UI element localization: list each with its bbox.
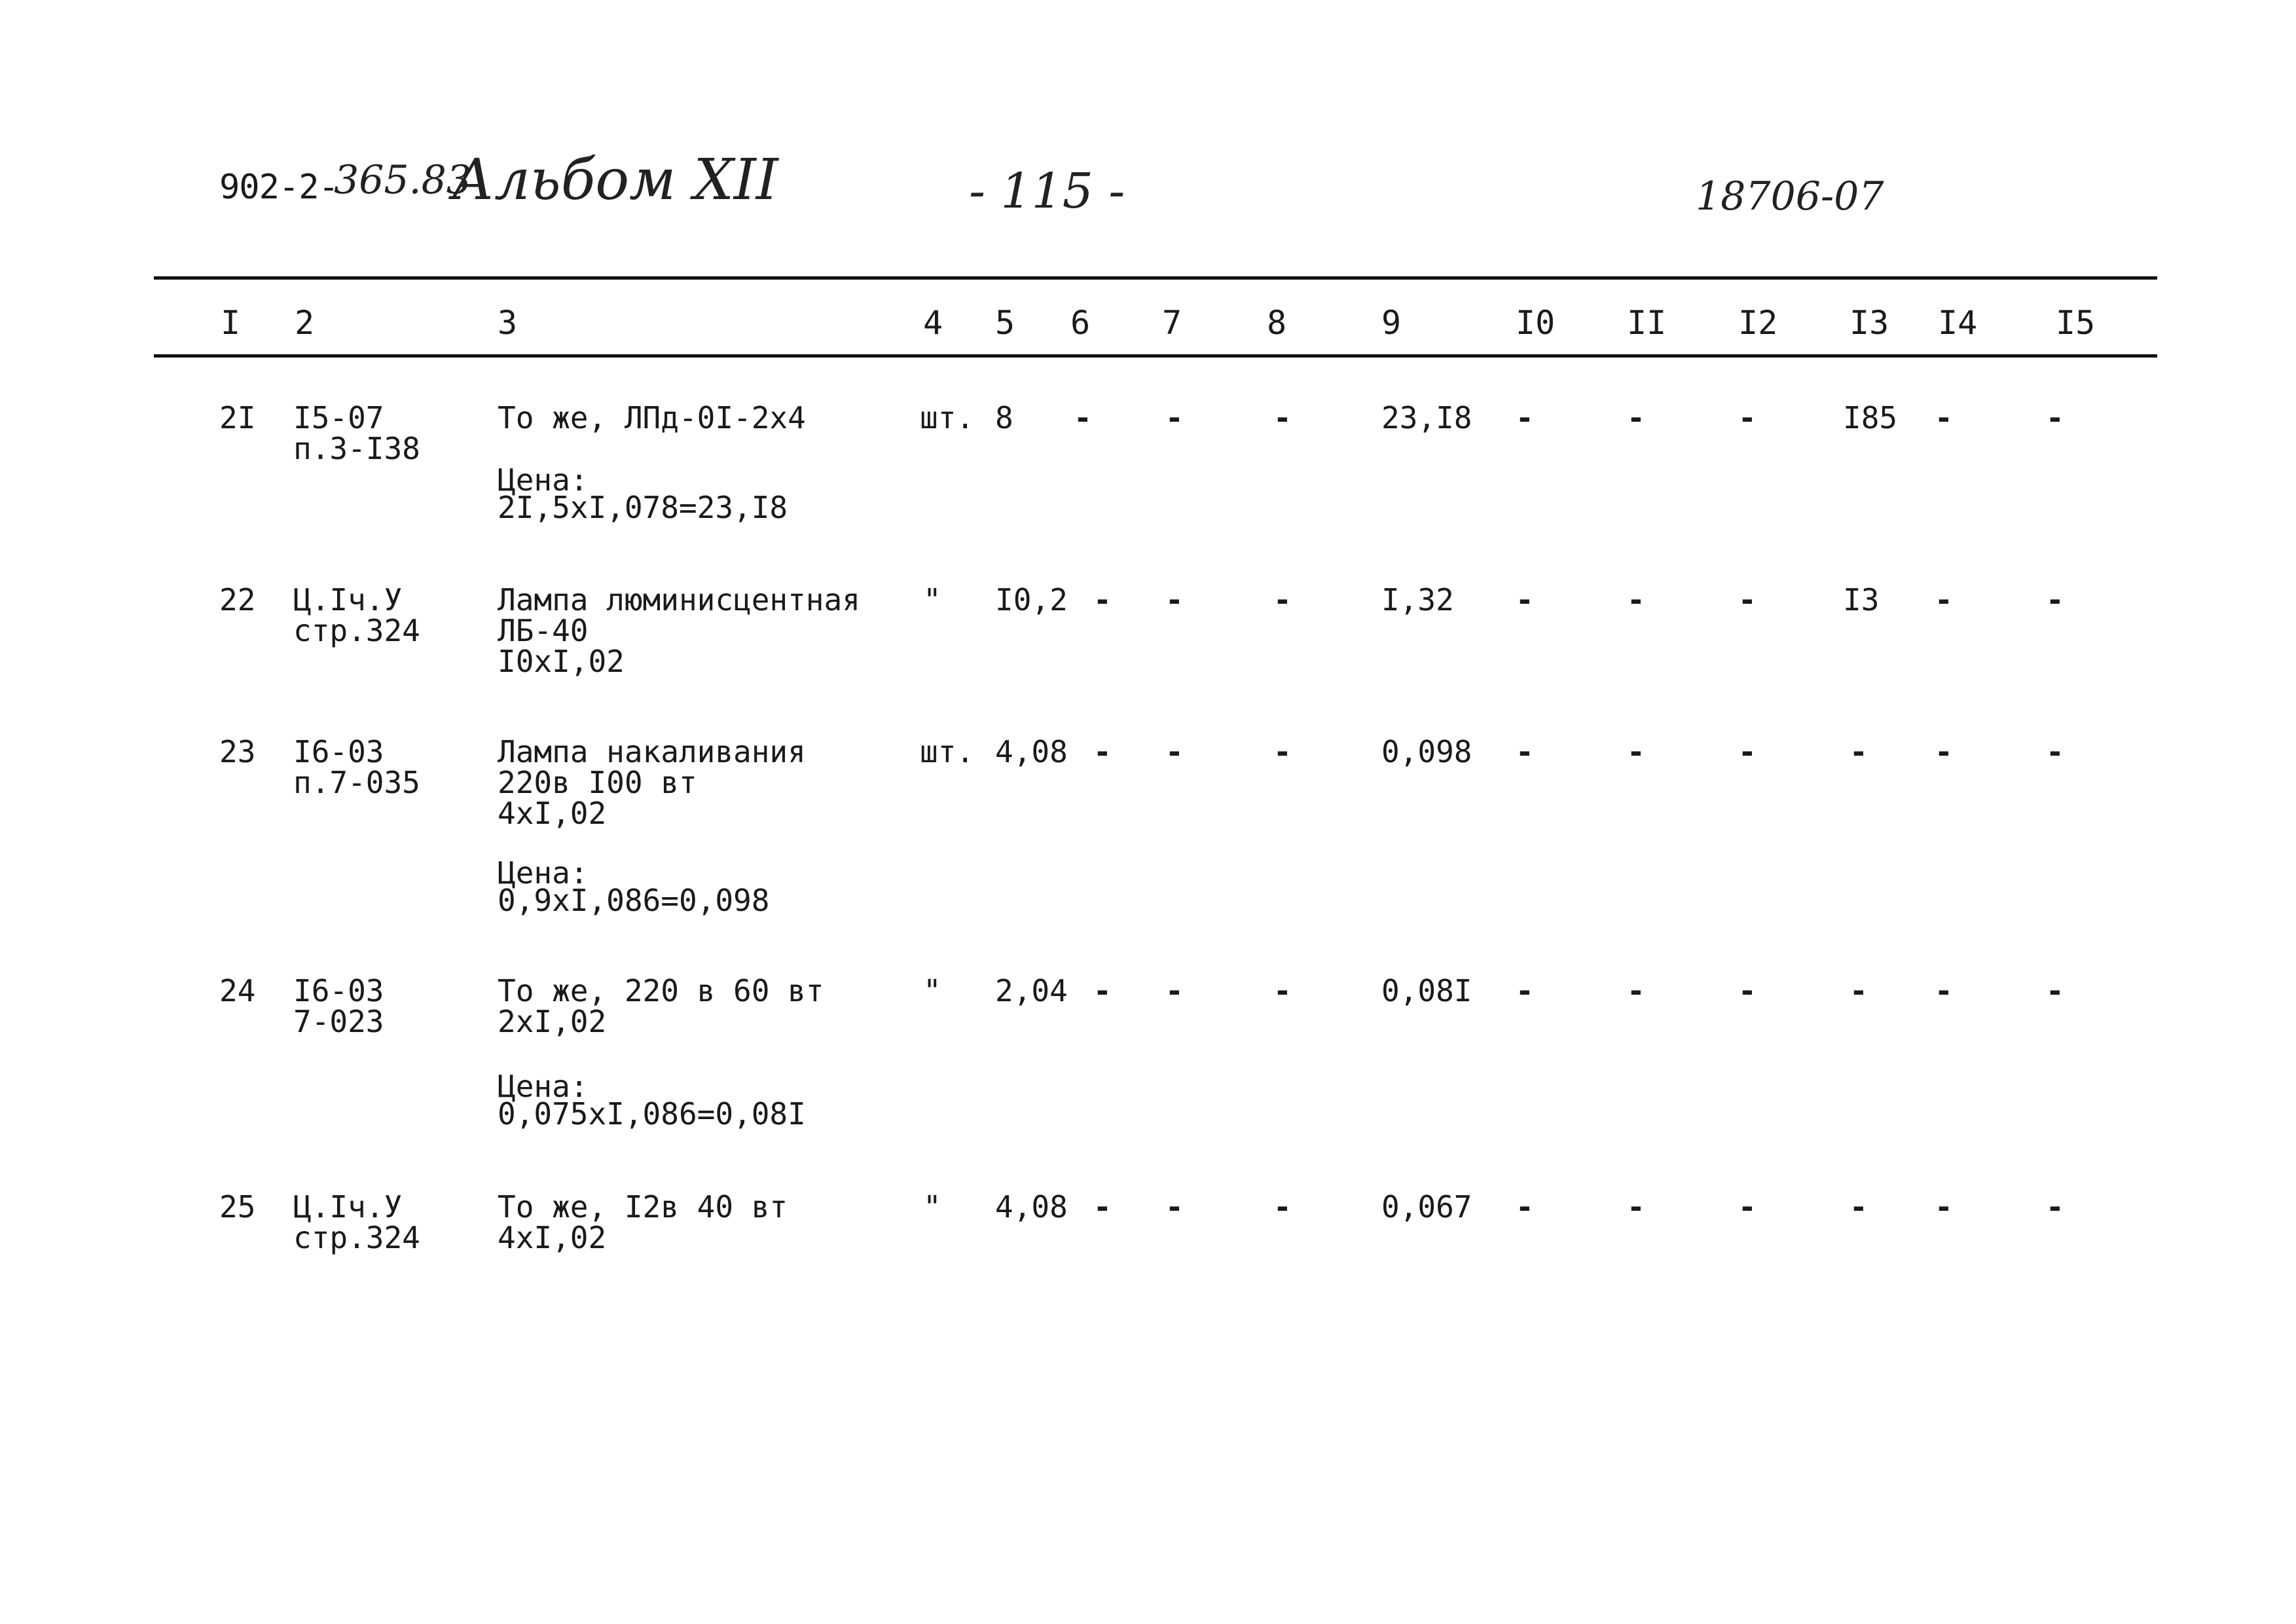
col-8-value: - — [1273, 734, 1292, 769]
col-6-value: - — [1093, 734, 1112, 769]
col-11-value: - — [1627, 582, 1645, 618]
col-6-value: - — [1074, 400, 1092, 435]
column-header-8: 8 — [1267, 304, 1287, 342]
row-number: 23 — [219, 734, 256, 769]
col-6-value: - — [1093, 1189, 1112, 1225]
col-12-value: - — [1738, 734, 1757, 769]
col-10-value: - — [1516, 582, 1534, 618]
quantity: 8 — [995, 400, 1013, 435]
col-6-value: - — [1093, 582, 1112, 618]
column-header-7: 7 — [1162, 304, 1182, 342]
col-10-value: - — [1516, 1189, 1534, 1225]
album-label: Альбом XII — [452, 147, 778, 213]
column-header-4: 4 — [923, 304, 943, 342]
column-header-5: 5 — [995, 304, 1015, 342]
col-12-value: - — [1738, 400, 1757, 435]
row-number: 25 — [219, 1189, 256, 1225]
col-14-value: - — [1935, 582, 1953, 618]
item-description: То же, 220 в 60 вт 2хI,02 — [498, 973, 824, 1039]
item-description: Лампа накаливания 220в I00 вт 4хI,02 — [498, 734, 806, 831]
col-14-value: - — [1935, 973, 1953, 1008]
col-11-value: - — [1627, 1189, 1645, 1225]
unit: " — [923, 973, 941, 1008]
document-number: 18706-07 — [1696, 174, 1884, 219]
column-header-14: I4 — [1938, 304, 1978, 342]
item-description: То же, I2в 40 вт 4хI,02 — [498, 1189, 788, 1255]
col-10-value: - — [1516, 400, 1534, 435]
col-8-value: - — [1273, 400, 1292, 435]
column-header-3: 3 — [498, 304, 518, 342]
col-9-value: I,32 — [1381, 582, 1454, 618]
document-code: 902-2- — [219, 168, 338, 207]
row-number: 24 — [219, 973, 256, 1008]
col-12-value: - — [1738, 973, 1757, 1008]
col-11-value: - — [1627, 400, 1645, 435]
norm-code: I6-03 7-023 — [293, 973, 384, 1039]
row-number: 22 — [219, 582, 256, 618]
header-rule-bottom — [154, 354, 2157, 358]
column-header-9: 9 — [1381, 304, 1402, 342]
column-header-1: I — [221, 304, 241, 342]
col-12-value: - — [1738, 1189, 1757, 1225]
col-14-value: - — [1935, 1189, 1953, 1225]
column-header-2: 2 — [295, 304, 315, 342]
price-calculation: 0,075хI,086=0,08I — [498, 1096, 806, 1132]
norm-code: I6-03 п.7-035 — [293, 734, 420, 800]
price-label: Цена: — [498, 1069, 589, 1104]
col-7-value: - — [1165, 973, 1184, 1008]
col-7-value: - — [1165, 582, 1184, 618]
unit: " — [923, 582, 941, 618]
col-13-value: I85 — [1843, 400, 1898, 435]
col-15-value: - — [2046, 973, 2064, 1008]
column-header-15: I5 — [2056, 304, 2096, 342]
quantity: 4,08 — [995, 1189, 1068, 1225]
column-header-6: 6 — [1070, 304, 1091, 342]
col-12-value: - — [1738, 582, 1757, 618]
row-number: 2I — [219, 400, 256, 435]
norm-code: I5-07 п.3-I38 — [293, 400, 420, 466]
col-7-value: - — [1165, 400, 1184, 435]
col-9-value: 0,08I — [1381, 973, 1472, 1008]
col-15-value: - — [2046, 582, 2064, 618]
col-14-value: - — [1935, 734, 1953, 769]
column-header-10: I0 — [1516, 304, 1556, 342]
col-13-value: - — [1850, 734, 1868, 769]
header-rule-top — [154, 276, 2157, 280]
price-calculation: 0,9хI,086=0,098 — [498, 883, 770, 918]
price-label: Цена: — [498, 855, 589, 891]
column-header-12: I2 — [1738, 304, 1778, 342]
price-label: Цена: — [498, 462, 589, 498]
col-15-value: - — [2046, 1189, 2064, 1225]
item-description: Лампа люминисцентная ЛБ-40 I0хI,02 — [498, 582, 860, 679]
quantity: 4,08 — [995, 734, 1068, 769]
col-9-value: 23,I8 — [1381, 400, 1472, 435]
quantity: I0,2 — [995, 582, 1068, 618]
col-15-value: - — [2046, 734, 2064, 769]
col-13-value: - — [1850, 973, 1868, 1008]
quantity: 2,04 — [995, 973, 1068, 1008]
col-8-value: - — [1273, 582, 1292, 618]
col-14-value: - — [1935, 400, 1953, 435]
unit: шт. — [920, 734, 975, 769]
col-7-value: - — [1165, 734, 1184, 769]
col-11-value: - — [1627, 973, 1645, 1008]
norm-code: Ц.Iч.У стр.324 — [293, 582, 420, 648]
norm-code: Ц.Iч.У стр.324 — [293, 1189, 420, 1255]
col-13-value: - — [1850, 1189, 1868, 1225]
item-description: То же, ЛПд-0I-2х4 — [498, 400, 806, 435]
col-8-value: - — [1273, 1189, 1292, 1225]
col-10-value: - — [1516, 734, 1534, 769]
column-header-11: II — [1627, 304, 1667, 342]
col-9-value: 0,067 — [1381, 1189, 1472, 1225]
col-8-value: - — [1273, 973, 1292, 1008]
column-header-13: I3 — [1850, 304, 1889, 342]
col-6-value: - — [1093, 973, 1112, 1008]
col-11-value: - — [1627, 734, 1645, 769]
unit: " — [923, 1189, 941, 1225]
col-10-value: - — [1516, 973, 1534, 1008]
col-9-value: 0,098 — [1381, 734, 1472, 769]
document-code-handwritten: 365.83 — [334, 157, 471, 203]
col-13-value: I3 — [1843, 582, 1880, 618]
col-7-value: - — [1165, 1189, 1184, 1225]
page-number: - 115 - — [969, 163, 1125, 219]
price-calculation: 2I,5хI,078=23,I8 — [498, 490, 788, 525]
unit: шт. — [920, 400, 975, 435]
col-15-value: - — [2046, 400, 2064, 435]
